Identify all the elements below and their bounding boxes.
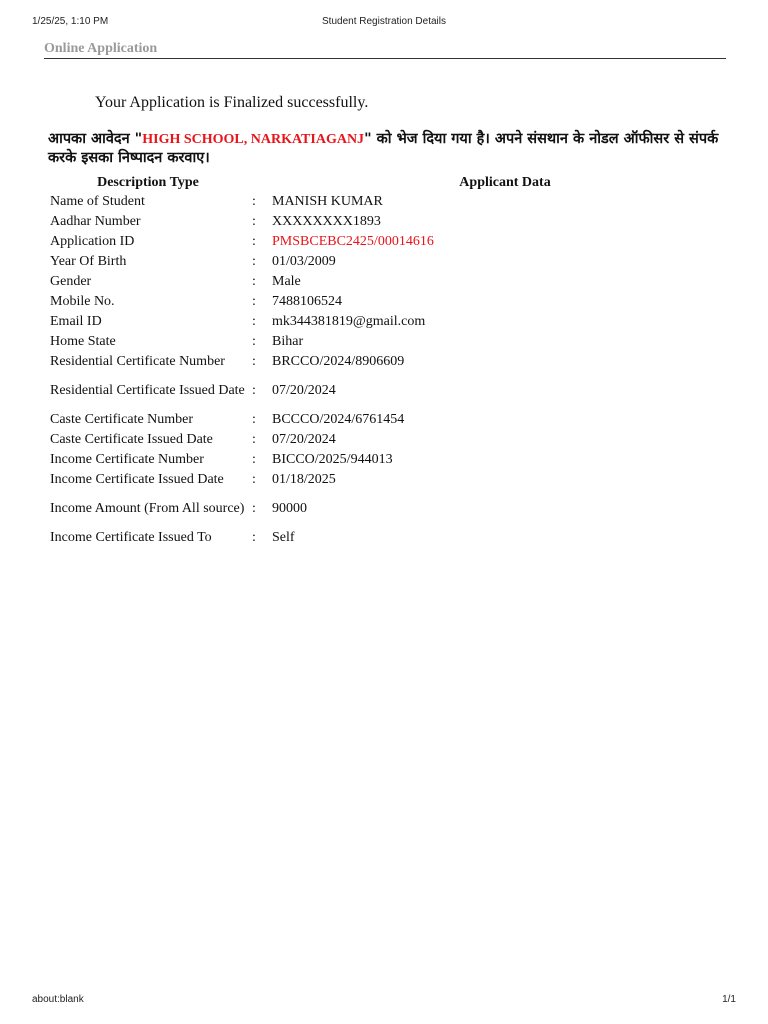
row-value: BICCO/2025/944013	[272, 452, 393, 467]
table-row	[46, 292, 742, 312]
row-separator: :	[252, 354, 256, 369]
row-label: Income Certificate Number	[50, 452, 204, 467]
table-row	[46, 528, 742, 548]
table-row	[46, 490, 742, 528]
row-separator: :	[252, 432, 256, 447]
print-datetime: 1/25/25, 1:10 PM	[32, 16, 109, 27]
row-value: MANISH KUMAR	[272, 194, 383, 209]
table-row	[46, 232, 742, 252]
table-row	[46, 332, 742, 352]
table-row	[46, 410, 742, 430]
row-separator: :	[252, 501, 256, 516]
description-type-header: Description Type	[97, 174, 199, 190]
success-message: Your Application is Finalized successfully.	[95, 94, 369, 111]
table-row	[46, 372, 742, 410]
row-value: Male	[272, 274, 301, 289]
row-label: Aadhar Number	[50, 214, 141, 229]
row-value: 90000	[272, 501, 307, 516]
table-header-row	[46, 173, 742, 192]
row-label: Income Amount (From All source)	[50, 501, 245, 516]
page-count: 1/1	[722, 994, 736, 1005]
row-label: Residential Certificate Number	[50, 354, 225, 369]
row-separator: :	[252, 194, 256, 209]
row-label: Name of Student	[50, 194, 145, 209]
row-label: Caste Certificate Issued Date	[50, 432, 213, 447]
row-separator: :	[252, 274, 256, 289]
row-separator: :	[252, 530, 256, 545]
row-label: Income Certificate Issued Date	[50, 472, 224, 487]
row-label: Gender	[50, 274, 92, 289]
row-label: Year Of Birth	[50, 254, 127, 269]
table-row	[46, 192, 742, 212]
row-value: Self	[272, 530, 295, 545]
table-row	[46, 430, 742, 450]
row-separator: :	[252, 412, 256, 427]
row-separator: :	[252, 452, 256, 467]
table-row	[46, 252, 742, 272]
row-separator: :	[252, 314, 256, 329]
row-value: 01/18/2025	[272, 472, 336, 487]
print-footer	[0, 994, 768, 1010]
print-header	[0, 16, 768, 32]
row-separator: :	[252, 214, 256, 229]
print-page-title: Student Registration Details	[322, 16, 446, 27]
applicant-data-header: Applicant Data	[459, 174, 551, 190]
row-separator: :	[252, 234, 256, 249]
table-row	[46, 312, 742, 332]
table-row	[46, 450, 742, 470]
row-separator: :	[252, 254, 256, 269]
row-label: Caste Certificate Number	[50, 412, 194, 427]
section-title: Online Application	[44, 41, 726, 59]
row-value: mk344381819@gmail.com	[272, 314, 426, 329]
table-row	[46, 272, 742, 292]
school-name: HIGH SCHOOL, NARKATIAGANJ	[142, 132, 365, 147]
row-value: Bihar	[272, 334, 304, 349]
row-separator: :	[252, 383, 256, 398]
row-value: 07/20/2024	[272, 383, 336, 398]
row-separator: :	[252, 294, 256, 309]
row-separator: :	[252, 334, 256, 349]
row-label: Mobile No.	[50, 294, 115, 309]
application-id-value: PMSBCEBC2425/00014616	[272, 234, 434, 249]
hindi-message-suffix: " को भेज दिया गया है। अपने संसथान के नोडल ऑफीसर से संपर्क करके इसका निष्पादन करवाए।	[48, 131, 719, 166]
table-row	[46, 470, 742, 490]
row-separator: :	[252, 472, 256, 487]
row-label: Residential Certificate Issued Date	[50, 383, 245, 398]
row-value: 07/20/2024	[272, 432, 336, 447]
row-label: Application ID	[50, 234, 135, 249]
row-value: 01/03/2009	[272, 254, 336, 269]
table-row	[46, 212, 742, 232]
hindi-message	[48, 130, 728, 168]
row-label: Email ID	[50, 314, 102, 329]
table-row	[46, 352, 742, 372]
details-table	[46, 173, 742, 548]
row-label: Income Certificate Issued To	[50, 530, 212, 545]
separator-header	[250, 173, 268, 192]
row-value: BCCCO/2024/6761454	[272, 412, 405, 427]
row-value: BRCCO/2024/8906609	[272, 354, 405, 369]
row-value: 7488106524	[272, 294, 342, 309]
row-label: Home State	[50, 334, 116, 349]
hindi-message-prefix: आपका आवेदन "	[48, 131, 143, 147]
print-url: about:blank	[32, 994, 84, 1005]
row-value: XXXXXXXX1893	[272, 214, 381, 229]
